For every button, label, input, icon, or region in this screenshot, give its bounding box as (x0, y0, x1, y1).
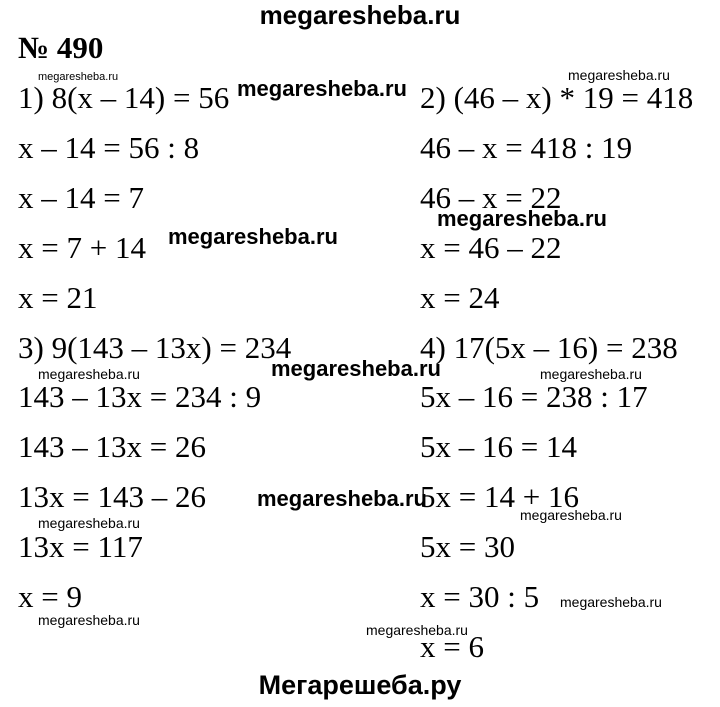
p4-answer: x = 6 (420, 629, 484, 664)
p1-step: x – 14 = 56 : 8 (18, 130, 200, 165)
watermark: megaresheba.ru (540, 366, 642, 382)
p4-step: 5x – 16 = 14 (420, 429, 577, 464)
p2-equation: 2) (46 – x) * 19 = 418 (420, 80, 694, 115)
p1-answer: x = 21 (18, 280, 98, 315)
p2-answer: x = 24 (420, 280, 500, 315)
footer-site-name: Мегарешеба.ру (258, 670, 462, 700)
p3-step: 13x = 117 (18, 529, 143, 564)
p4-step: x = 30 : 5 (420, 579, 540, 614)
p3-step: 13x = 143 – 26 (18, 479, 206, 514)
p2-step: 46 – x = 22 (420, 180, 562, 215)
watermark: megaresheba.ru (38, 71, 119, 83)
watermark: megaresheba.ru (257, 486, 427, 511)
watermark: megaresheba.ru (437, 206, 607, 231)
p1-step: x – 14 = 7 (18, 180, 144, 215)
header-site-name: megaresheba.ru (259, 0, 461, 30)
problem-number: № 490 (18, 30, 104, 65)
watermark: megaresheba.ru (560, 594, 662, 610)
p1-step: x = 7 + 14 (18, 230, 146, 265)
watermark: megaresheba.ru (520, 507, 622, 523)
watermark: megaresheba.ru (568, 67, 670, 83)
p3-equation: 3) 9(143 – 13x) = 234 (18, 330, 292, 365)
p3-step: 143 – 13x = 234 : 9 (18, 379, 262, 414)
p4-step: 5x – 16 = 238 : 17 (420, 379, 648, 414)
p2-step: 46 – x = 418 : 19 (420, 130, 633, 165)
p3-answer: x = 9 (18, 579, 82, 614)
p1-equation: 1) 8(x – 14) = 56 (18, 80, 230, 115)
p3-step: 143 – 13x = 26 (18, 429, 206, 464)
watermark: megaresheba.ru (366, 622, 468, 638)
p4-step: 5x = 14 + 16 (420, 479, 579, 514)
p4-equation: 4) 17(5x – 16) = 238 (420, 330, 678, 365)
p4-step: 5x = 30 (420, 529, 515, 564)
watermark: megaresheba.ru (38, 515, 140, 531)
watermark: megaresheba.ru (168, 224, 338, 249)
watermark: megaresheba.ru (38, 612, 140, 628)
watermark: megaresheba.ru (237, 76, 407, 101)
p2-step: x = 46 – 22 (420, 230, 562, 265)
watermark: megaresheba.ru (38, 366, 140, 382)
watermark: megaresheba.ru (271, 356, 441, 381)
